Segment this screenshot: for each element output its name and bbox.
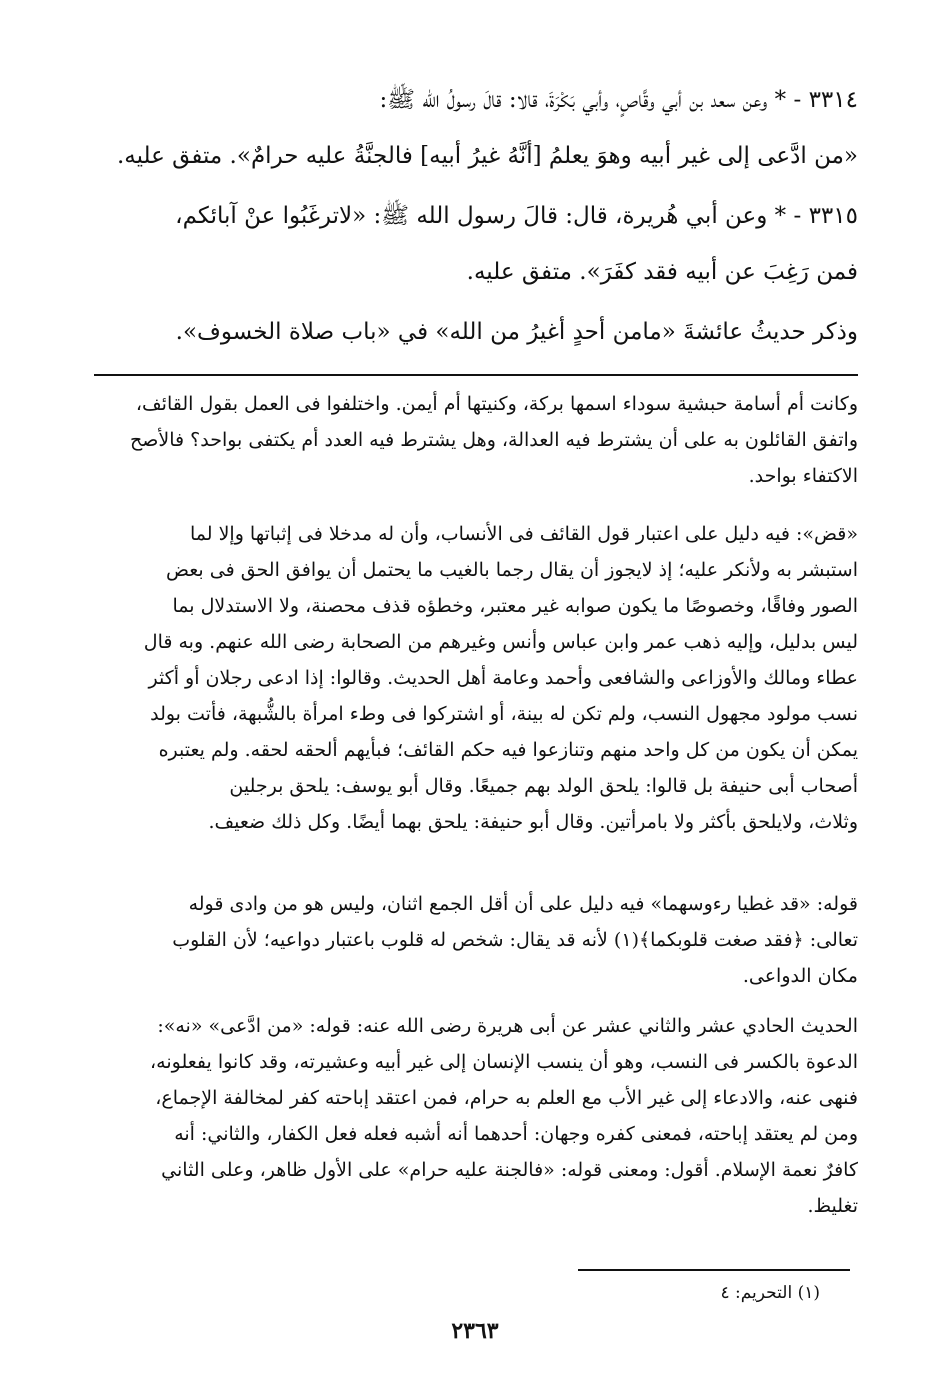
commentary-paragraph-4: [94, 1008, 858, 1224]
hadith-line: وذكر حديثُ عائشةَ «مامن أحدٍ أغيرُ من الله» في «باب صلاة الخسوف».: [175, 319, 858, 345]
hadith-line: ٣٣١٥ - * وعن أبي هُريرة، قال: قالَ رسول الله ﷺ: «لاترغَبُوا عنْ آبائكم،: [175, 203, 858, 229]
commentary-line: ليس بدليل، وإليه ذهب عمر وابن عباس وأنس وغيرهم من الصحابة رضى الله عنهم. وبه قال: [143, 631, 858, 653]
commentary-line: مكان الدواعى.: [742, 965, 858, 987]
commentary-line: الاكتفاء بواحد.: [748, 465, 858, 487]
commentary-paragraph-2: [94, 516, 858, 840]
hadith-line: «من ادَّعى إلى غير أبيه وهوَ يعلمُ [أنَّهُ غيرُ أبيه] فالجنَّةُ عليه حرامٌ». متفق عليه.: [116, 143, 858, 169]
hadith-text: [96, 72, 858, 360]
main-separator-rule: [94, 374, 858, 376]
commentary-line: عطاء ومالك والأوزاعى والشافعى وأحمد وعامة أهل الحديث. وقالوا: إذا ادعى رجلان أو أكثر: [148, 667, 858, 689]
commentary-line: وكانت أم أسامة حبشية سوداء اسمها بركة، وكنيتها أم أيمن. واختلفوا فى العمل بقول القائف،: [135, 393, 858, 415]
commentary-line: تعالى: ﴿فقد صغت قلوبكما﴾(١) لأنه قد يقال: شخص له قلوب باعتبار دواعيه؛ لأن القلوب: [172, 929, 858, 951]
commentary-line: تغليظ.: [807, 1195, 858, 1217]
commentary-line: فنهى عنه، والادعاء إلى غير الأب مع العلم به حرام، فمن اعتقد إباحته كفر لمخالفة الإجماع،: [155, 1087, 858, 1109]
commentary-line: قوله: «قد غطيا رءوسهما» فيه دليل على أن أقل الجمع اثنان، وليس هو من وادى قوله: [188, 893, 858, 915]
commentary-line: واتفق القائلون به على أن يشترط فيه العدالة، وهل يشترط فيه العدد أم يكتفى بواحد؟ فالأصح: [130, 429, 858, 451]
commentary-line: الصور وفاقًا، وخصوصًا ما يكون صوابه غير معتبر، وخطؤه قذف محصنة، ولا الاستدلال بما: [172, 595, 858, 617]
footnote-separator-rule: [578, 1269, 850, 1271]
hadith-line: فمن رَغِبَ عن أبيه فقد كفَرَ». متفق عليه.: [466, 259, 858, 285]
hadith-line: ٣٣١٤ - * وعن سعد بن أبي وقَّاصٍ، وأبي بَكْرَةَ، قالا: قالَ رسولُ الله ﷺ:: [379, 87, 858, 113]
commentary-line: يمكن أن يكون من كل واحد منهم وتنازعوا فيه حكم القائف؛ فبأيهم ألحقه لحقه. ولم يعتبره: [158, 739, 858, 761]
page-number: ٢٣٦٣: [451, 1318, 499, 1344]
commentary-line: الحديث الحادي عشر والثاني عشر عن أبى هريرة رضى الله عنه: قوله: «من ادَّعى» «نه»:: [157, 1015, 858, 1037]
commentary-paragraph-3: [94, 886, 858, 994]
footnote: (١) التحريم: ٤: [720, 1283, 820, 1303]
commentary-line: كافرٌ نعمة الإسلام. أقول: ومعنى قوله: «فالجنة عليه حرام» على الأول ظاهر، وعلى الثاني: [161, 1159, 858, 1181]
commentary-line: الدعوة بالكسر فى النسب، وهو أن ينسب الإنسان إلى غير أبيه وعشيرته، وقد كانوا يفعلونه،: [150, 1051, 858, 1073]
commentary-line: ومن لم يعتقد إباحته، فمعنى كفره وجهان: أحدهما أنه أشبه فعله فعل الكفار، والثاني: أنه: [174, 1123, 858, 1145]
commentary-line: نسب مولود مجهول النسب، ولم تكن له بينة، أو اشتركوا فى وطء امرأة بالشُّبهة، فأتت بولد: [150, 703, 858, 725]
commentary-line: استبشر به ولأنكر عليه؛ إذ لايجوز أن يقال رجما بالغيب ما يحتمل أن يوافق الحق فى بعض: [165, 559, 858, 581]
commentary-line: «قض»: فيه دليل على اعتبار قول القائف فى الأنساب، وأن له مدخلا فى إثباتها وإلا لما: [189, 523, 858, 545]
commentary-line: وثلاث، ولايلحق بأكثر ولا بامرأتين. وقال أبو حنيفة: يلحق بهما أيضًا. وكل ذلك ضعيف.: [208, 811, 858, 833]
commentary-line: أصحاب أبى حنيفة بل قالوا: يلحق الولد بهم جميعًا. وقال أبو يوسف: يلحق برجلين: [229, 775, 858, 797]
commentary-paragraph-1: [94, 386, 858, 494]
